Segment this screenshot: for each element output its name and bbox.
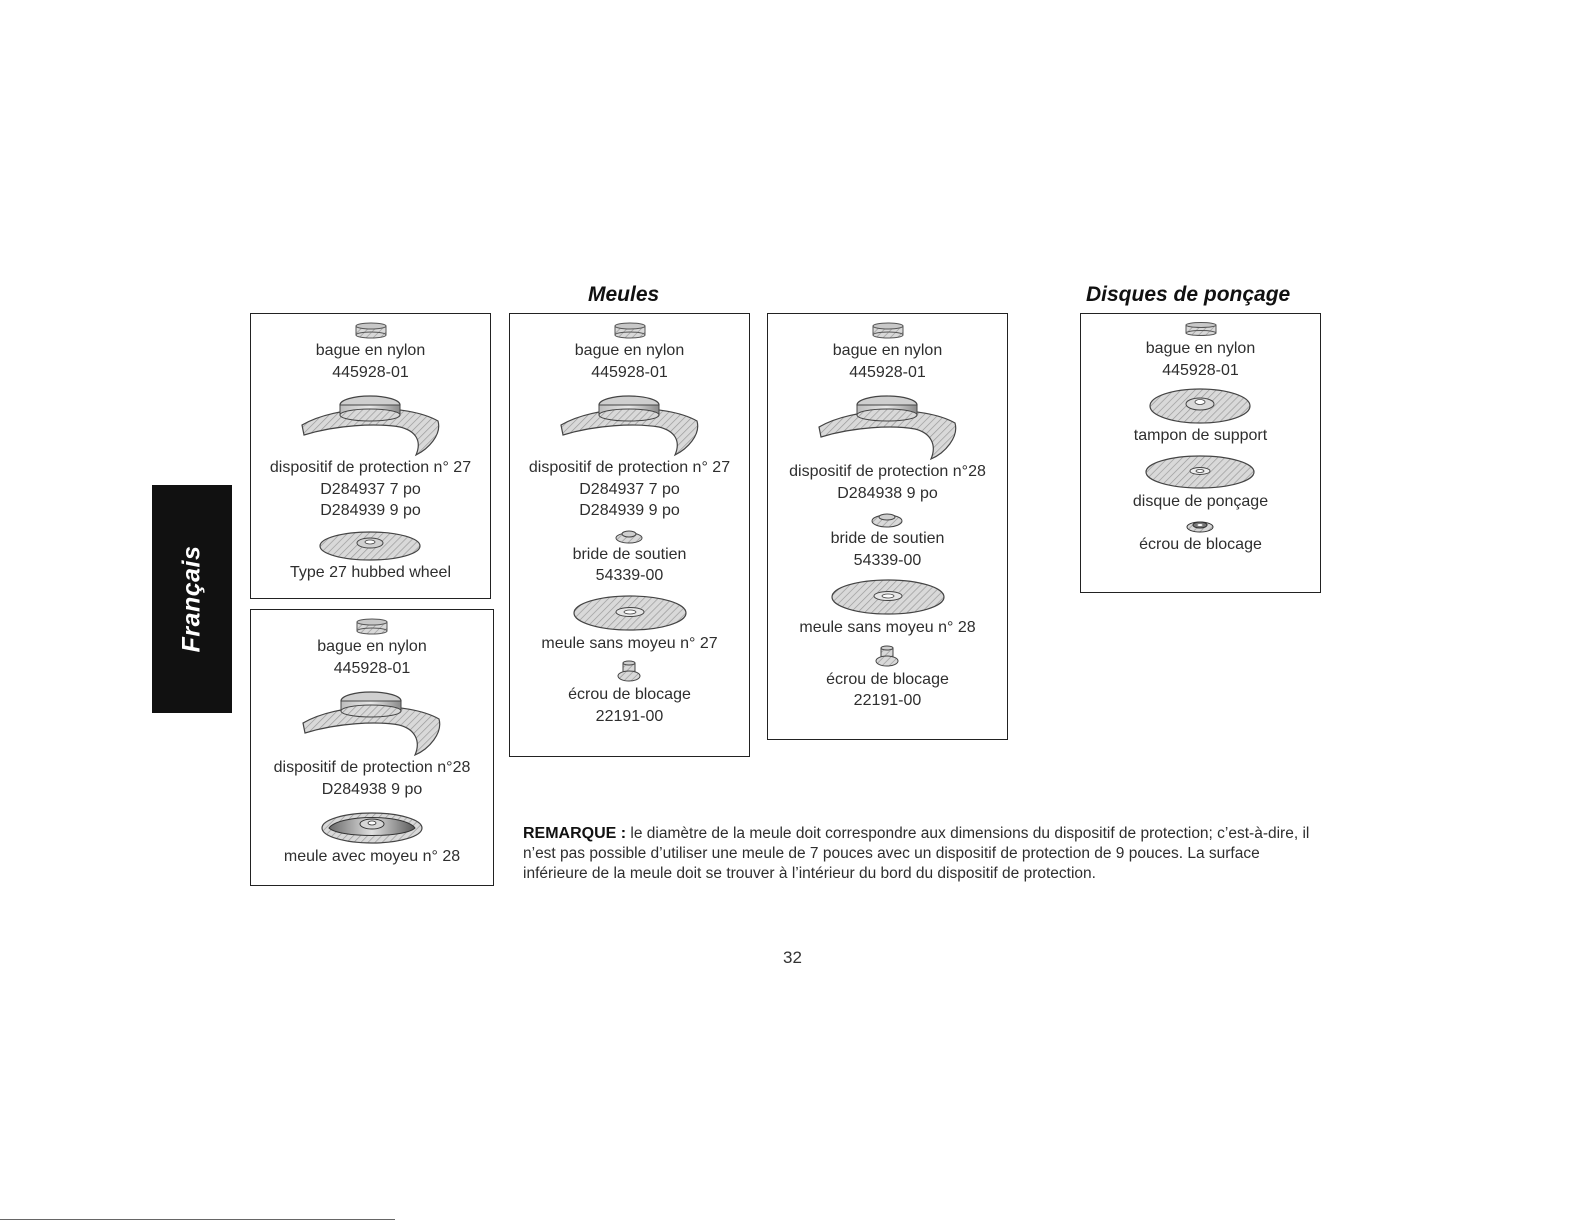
flange-part: 54339-00 (595, 567, 664, 584)
unhubbed-wheel-icon (829, 577, 947, 617)
guard-part-9in: D284939 9 po (579, 502, 680, 519)
sanding-disc-item (1133, 453, 1268, 513)
accessory-box-type27-hubbed (250, 313, 491, 599)
wheel-name: Type 27 hubbed wheel (289, 563, 451, 581)
flange-name: bride de soutien (572, 545, 687, 563)
guard-item (789, 391, 986, 504)
nylon-ring-item (316, 322, 425, 383)
hubbed-wheel-icon (317, 528, 423, 562)
nylon-ring-icon (612, 322, 648, 340)
nylon-ring-part: 445928-01 (333, 659, 411, 677)
remark-text: le diamètre de la meule doit correspondre aux dimensions du dispositif de protection; c’est-à-dire, il n’est pas possible d’utiliser une meule de 7 pouces avec un dispositif de protection de 9 pouces. La surface inférieure de la meule doit se trouver à l’intérieur du bord du dispositif de protection. (523, 825, 1310, 882)
language-tab-label: Français (177, 545, 206, 653)
lock-nut-name: écrou de blocage (826, 670, 949, 688)
lock-nut-name: écrou de blocage (568, 686, 691, 703)
guard-27-icon (296, 391, 446, 457)
remark-label: REMARQUE : (523, 825, 627, 842)
nylon-ring-name: bague en nylon (574, 342, 685, 359)
lock-nut-item (568, 660, 691, 727)
backing-flange-icon (870, 510, 904, 528)
wheel-name: meule sans moyeu n° 28 (799, 619, 976, 636)
sanding-disc-name: disque de ponçage (1132, 492, 1269, 510)
lock-nut-item (1139, 518, 1262, 556)
nylon-ring-icon (353, 322, 389, 340)
page-number: 32 (783, 948, 802, 967)
wheel-name: meule sans moyeu n° 27 (541, 634, 718, 652)
accessory-box-type28-hubbed (250, 609, 494, 886)
heading-sanding-discs: Disques de ponçage (1086, 283, 1291, 306)
guard-part-9in: D284938 9 po (321, 780, 423, 798)
backing-pad-icon (1148, 387, 1252, 425)
sanding-disc-icon (1144, 453, 1256, 491)
lock-nut-item (826, 645, 949, 712)
sanding-lock-nut-icon (1185, 518, 1215, 534)
guard-28-icon (813, 391, 963, 461)
lock-nut-part: 22191-00 (595, 707, 664, 725)
footer-rule (0, 1219, 395, 1220)
nylon-ring-name: bague en nylon (317, 638, 427, 655)
nylon-ring-part: 445928-01 (849, 363, 926, 381)
nylon-ring-icon (1183, 322, 1219, 338)
wheel-item (799, 577, 975, 639)
wheel-item (284, 806, 460, 868)
nylon-ring-item (833, 322, 942, 383)
accessory-box-type27-unhubbed (509, 313, 750, 757)
guard-part-7in: D284937 7 po (320, 480, 421, 498)
guard-item (270, 391, 471, 522)
guard-part-7in: D284937 7 po (579, 480, 680, 498)
language-tab (152, 485, 232, 713)
nylon-ring-item (1146, 322, 1255, 381)
guard-name: dispositif de protection n° 27 (528, 459, 731, 476)
guard-item (274, 687, 471, 800)
nylon-ring-icon (870, 322, 906, 340)
guard-name: dispositif de protection n°28 (789, 463, 986, 480)
nylon-ring-item (575, 322, 684, 383)
lock-nut-part: 22191-00 (853, 692, 922, 709)
hubbed-wheel-28-icon (319, 806, 425, 846)
nylon-ring-part: 445928-01 (591, 363, 668, 381)
backing-pad-item (1134, 387, 1267, 447)
accessory-box-sanding (1080, 313, 1321, 593)
nylon-ring-name: bague en nylon (832, 342, 943, 359)
wheel-item (290, 528, 451, 584)
wheel-item (541, 593, 717, 655)
remark-note (523, 824, 1323, 884)
lock-nut-icon (616, 660, 642, 684)
flange-name: bride de soutien (830, 530, 945, 547)
nylon-ring-part: 445928-01 (1162, 361, 1239, 379)
nylon-ring-icon (354, 618, 390, 636)
nylon-ring-name: bague en nylon (1145, 340, 1256, 357)
guard-28-icon (297, 687, 447, 757)
guard-27-icon (555, 391, 705, 457)
guard-name: dispositif de protection n°28 (273, 759, 471, 776)
guard-name: dispositif de protection n° 27 (269, 459, 472, 476)
backing-flange-icon (614, 528, 644, 544)
lock-nut-icon (874, 645, 900, 669)
guard-item (529, 391, 730, 522)
nylon-ring-part: 445928-01 (332, 363, 409, 381)
guard-part-9in: D284938 9 po (837, 484, 938, 502)
flange-item (573, 528, 687, 587)
flange-item (831, 510, 945, 571)
guard-part-9in: D284939 9 po (320, 502, 421, 519)
flange-part: 54339-00 (853, 551, 922, 569)
backing-pad-name: tampon de support (1133, 427, 1268, 444)
nylon-ring-name: bague en nylon (315, 342, 426, 359)
heading-wheels: Meules (588, 283, 660, 306)
nylon-ring-item (317, 618, 426, 679)
unhubbed-wheel-icon (571, 593, 689, 633)
wheel-name: meule avec moyeu n° 28 (283, 848, 461, 865)
lock-nut-name: écrou de blocage (1139, 536, 1262, 553)
accessory-box-type28-unhubbed (767, 313, 1008, 740)
